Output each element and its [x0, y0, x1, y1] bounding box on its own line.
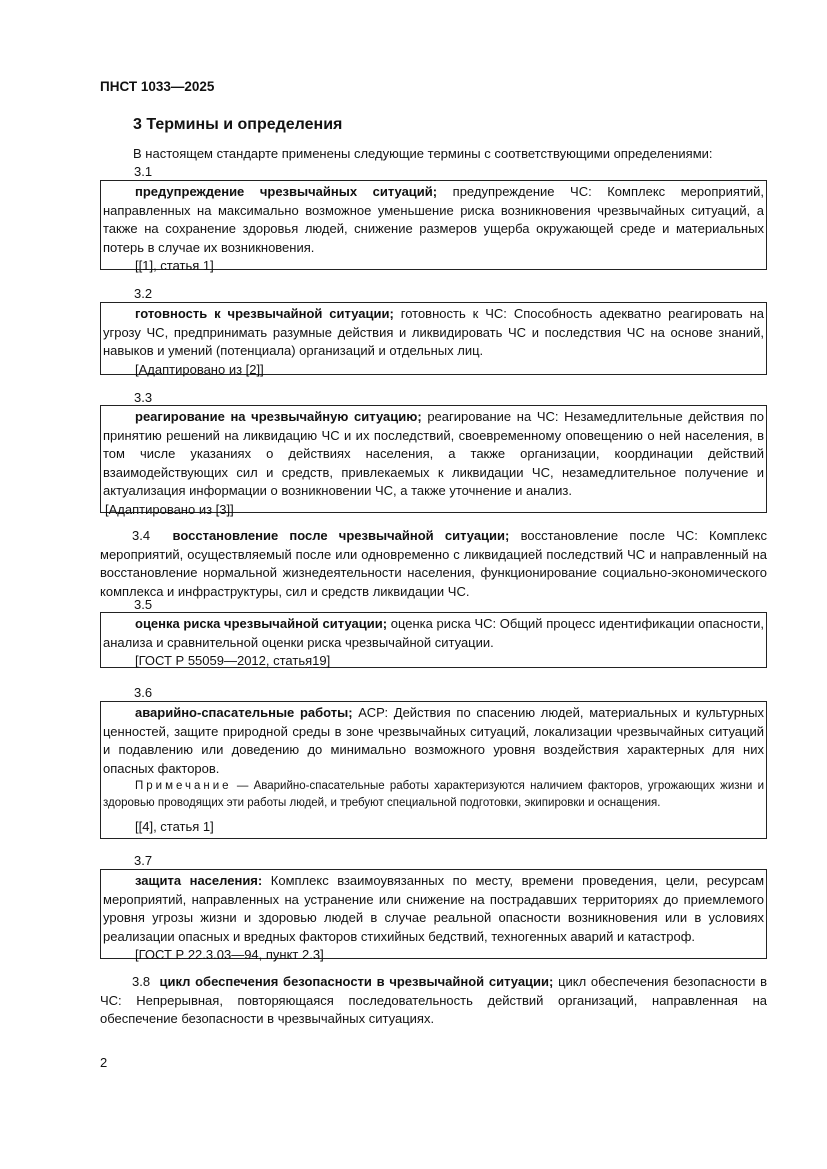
- term-name: восстановление после чрезвычайной ситуации;: [172, 528, 510, 543]
- term-paragraph: [100, 973, 767, 1029]
- term-definition: оценка риска ЧС: Общий процесс идентификации опасности, анализа и сравнительной оценки риска чрезвычайной ситуации.: [103, 616, 764, 650]
- term-name: аварийно-спасательные работы;: [135, 705, 353, 720]
- term-box: [100, 302, 767, 375]
- term-source: [ГОСТ Р 55059—2012, статья19]: [135, 653, 331, 668]
- term-name: реагирование на чрезвычайную ситуацию;: [135, 409, 422, 424]
- term-source: [Адаптировано из [3]]: [105, 501, 234, 517]
- term-box: [100, 701, 767, 839]
- term-box: [100, 612, 767, 668]
- note-label: Примечание: [135, 780, 232, 792]
- term-number: 3.7: [134, 853, 153, 868]
- term-name: предупреждение чрезвычайных ситуаций;: [135, 184, 438, 199]
- term-number: 3.8: [132, 974, 151, 989]
- term-name: цикл обеспечения безопасности в чрезвычайной ситуации;: [159, 974, 554, 989]
- term-name: оценка риска чрезвычайной ситуации;: [135, 616, 388, 631]
- term-definition: предупреждение ЧС: Комплекс мероприятий, направленных на максимально возможное уменьшение риска возникновения чрезвычайных ситуаций, а также на сохранение здоровья людей, снижение размеров ущерба окружающей среде и материальных потерь в случае их возникновения.: [103, 184, 764, 255]
- term-name: готовность к чрезвычайной ситуации;: [135, 306, 394, 321]
- term-definition: цикл обеспечения безопасности в ЧС: Непрерывная, повторяющаяся последовательность действий организаций, направленная на обеспечение безопасности в чрезвычайных ситуациях.: [100, 974, 767, 1026]
- term-number: 3.2: [134, 286, 153, 301]
- note-text: — Аварийно-спасательные работы характеризуются наличием факторов, угрожающих жизни и здоровью проводящих эти работы людей, и требуют специальной подготовки, экипировки и оснащения.: [103, 780, 764, 809]
- term-source: [Адаптировано из [2]]: [135, 361, 264, 377]
- term-definition: реагирование на ЧС: Незамедлительные действия по принятию решений на ликвидацию ЧС и их последствий, своевременному оповещению о ней населения, в том числе указаниях о действиях населения, а также организации, координации действий взаимодействующих сил и средств, привлекаемых к ликвидации ЧС, незамедлительное получение и актуализация информации о возникновении ЧС, а также уточнение и анализ.: [103, 409, 764, 498]
- term-source: [[1], статья 1]: [135, 258, 214, 273]
- term-definition: Комплекс взаимоувязанных по месту, времени проведения, цели, ресурсам мероприятий, направленных на устранение или снижение на пострадавших территориях до приемлемого уровня угрозы жизни и здоровью людей в случае реальной опасности возникновения или в условиях реализации опасных и вредных факторов стихийных бедствий, техногенных аварий и катастроф.: [103, 873, 765, 944]
- term-number: 3.1: [134, 164, 153, 179]
- document-header: ПНСТ 1033—2025: [100, 79, 215, 94]
- term-definition: АСР: Действия по спасению людей, материальных и культурных ценностей, защите природной среды в зоне чрезвычайных ситуаций, локализации чрезвычайных ситуаций и подавлению или доведению до минимально возможного уровня воздействия характерных для них опасных факторов.: [103, 705, 764, 776]
- term-number: 3.5: [134, 597, 153, 612]
- term-number: 3.4: [132, 528, 151, 543]
- term-note: [103, 778, 764, 812]
- term-definition: готовность к ЧС: Способность адекватно реагировать на угрозу ЧС, предпринимать разумные действия и ликвидировать ЧС и последствия ЧС на основе знаний, навыков и умений (потенциала) организаций и отдельных лиц.: [103, 306, 765, 358]
- page-number: 2: [100, 1055, 108, 1070]
- term-number: 3.6: [134, 685, 153, 700]
- term-paragraph: [100, 527, 767, 601]
- term-name: защита населения:: [135, 873, 263, 888]
- term-box: [100, 405, 767, 517]
- intro-text: В настоящем стандарте применены следующие термины с соответствующими определениями:: [133, 146, 713, 161]
- term-source: [[4], статья 1]: [135, 819, 214, 834]
- term-box: [100, 869, 767, 962]
- term-definition: восстановление после ЧС: Комплекс мероприятий, осуществляемый после или одновременно с ликвидацией последствий ЧС и направленный на восстановление нормальной жизнедеятельности населения, функционирование социально-экономического комплекса и инфраструктуры, сил и средств ликвидации ЧС.: [100, 528, 767, 599]
- term-box: [100, 180, 767, 273]
- term-number: 3.3: [134, 390, 153, 405]
- section-title: 3 Термины и определения: [133, 116, 343, 133]
- term-source: [ГОСТ Р 22.3.03—94, пункт 2.3]: [135, 947, 324, 962]
